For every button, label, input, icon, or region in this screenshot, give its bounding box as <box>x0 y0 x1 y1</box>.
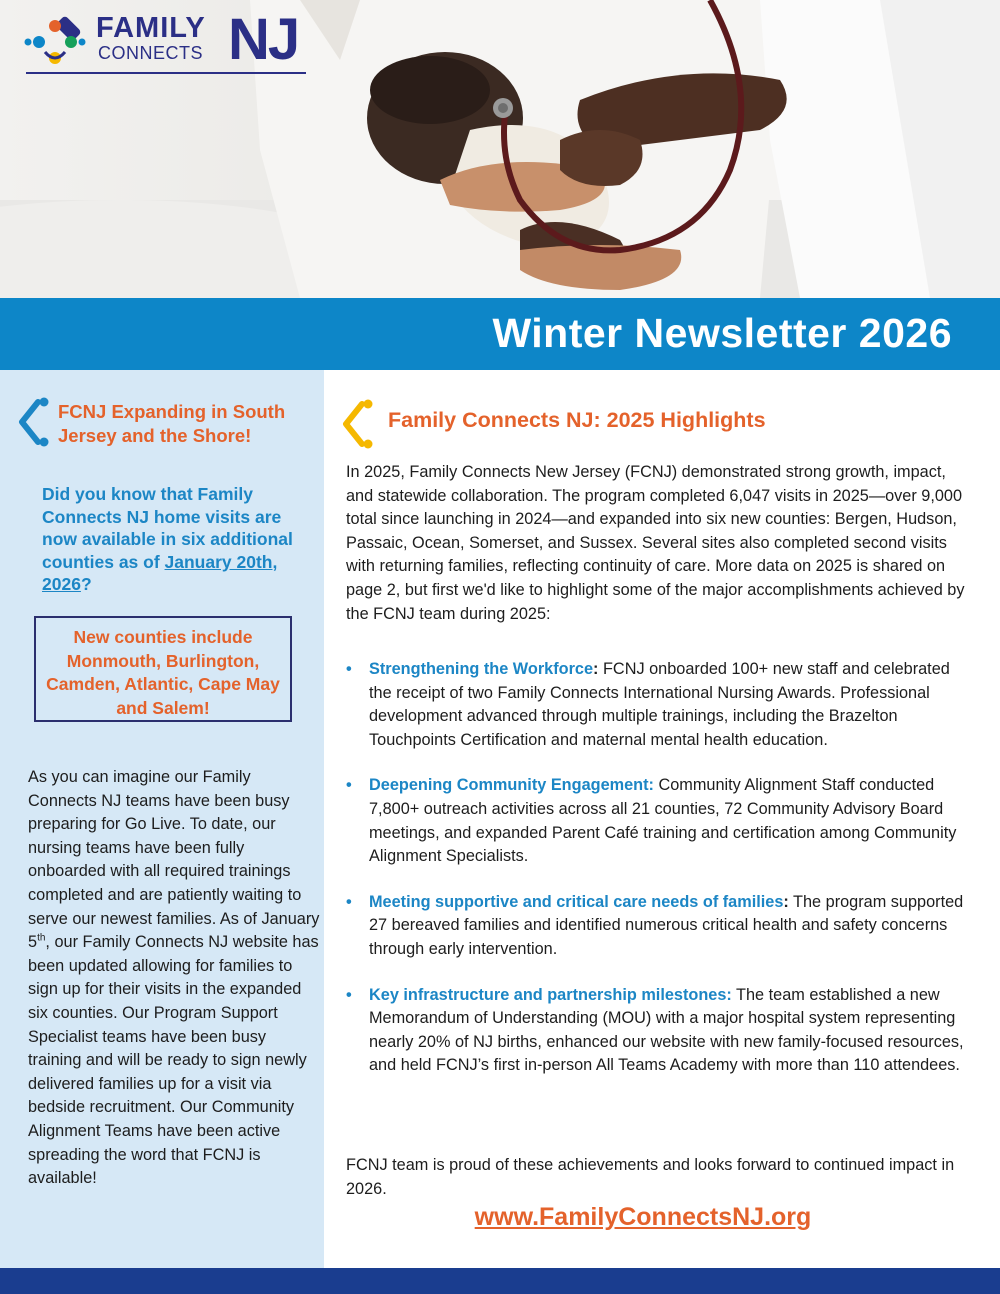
highlights-list <box>346 658 976 1100</box>
newsletter-title: Winter Newsletter 2026 <box>492 310 952 356</box>
bullet-text: Community Alignment Staff conducted 7,800+ outreach activities across all 21 counties, 72 Community Advisory Board meetings, and expanded Parent Café training and certification among Community Alignment Specialists. <box>369 776 957 866</box>
bullet-marker: • <box>346 776 352 795</box>
sidebar-question-end: ? <box>80 574 92 595</box>
newsletter-banner <box>0 298 1000 370</box>
closing-statement: FCNJ team is proud of these achievements and looks forward to continued impact in 2026. <box>346 1156 955 1198</box>
sidebar-body-text-2: , our Family Connects NJ website has been updated allowing for families to sign up for their visits in the expanded six counties. Our Program Support Specialist teams have been busy training and will be ready to sign newly delivered families up for a visit via bedside recruitment. Our Community Alignment Teams have been active spreading the word that FCNJ is available! <box>28 933 319 1188</box>
bullet-lead: Strengthening the Workforce <box>369 660 594 678</box>
hero-photo <box>0 0 1000 298</box>
chevron-left-icon <box>14 396 54 448</box>
logo-wordmark-family: FAMILY <box>96 12 206 44</box>
sidebar-question-text: Did you know that Family Connects NJ home visits are now available in six additional counties as of <box>42 484 293 572</box>
bullet-text: The team established a new Memorandum of Understanding (MOU) with a major hospital system representing nearly 20% of NJ births, enhanced our website with new family-focused resources, and held FCNJ’s first in-person All Teams Academy with more than 110 attendees. <box>369 985 964 1075</box>
go-live-date-link[interactable]: January 20th, 2026 <box>42 551 278 595</box>
list-item <box>346 658 976 752</box>
logo-wordmark-nj: NJ <box>228 7 299 72</box>
sidebar-body-text-1: As you can imagine our Family Connects NJ teams have been busy preparing for Go Live. To date, our nursing teams have been fully onboarded with all required trainings completed and are patiently waiting to serve our newest families. As of January 5 <box>28 768 320 952</box>
list-item <box>346 891 976 962</box>
highlights-heading: Family Connects NJ: 2025 Highlights <box>388 408 766 432</box>
family-connects-logo-mark-icon <box>20 14 90 70</box>
website-link[interactable]: www.FamilyConnectsNJ.org <box>474 1203 812 1231</box>
sidebar-panel <box>0 370 324 1268</box>
logo-wordmark-connects: CONNECTS <box>98 43 204 63</box>
family-connects-nj-logo <box>20 8 305 74</box>
bullet-marker: • <box>346 660 352 678</box>
bullet-text: The program supported 27 bereaved families and identified numerous critical health and safety concerns through early intervention. <box>369 892 964 958</box>
logo-underline <box>26 72 306 74</box>
new-counties-callout: New counties include Monmouth, Burlington, Camden, Atlantic, Cape May and Salem! <box>34 616 292 722</box>
bullet-lead: Deepening Community Engagement: <box>369 776 654 795</box>
chevron-left-icon <box>336 398 380 450</box>
bullet-text: FCNJ onboarded 100+ new staff and celebrated the receipt of two Family Connects International Nursing Awards. Professional development advanced through multiple trainings, including the Brazelton Touchpoints Certification and maternal mental health education. <box>369 660 950 749</box>
bullet-lead: Meeting supportive and critical care needs of families <box>369 892 784 911</box>
bullet-colon: : <box>593 660 599 678</box>
ordinal-superscript: th <box>37 932 46 944</box>
list-item <box>346 774 976 868</box>
bullet-marker: • <box>346 985 352 1004</box>
list-item <box>346 984 976 1078</box>
bullet-lead: Key infrastructure and partnership milestones: <box>369 985 732 1004</box>
bullet-colon: : <box>783 892 789 911</box>
sidebar-heading: FCNJ Expanding in South Jersey and the Shore! <box>58 401 286 446</box>
sidebar-question <box>42 483 318 596</box>
bullet-marker: • <box>346 892 352 911</box>
highlights-intro: In 2025, Family Connects New Jersey (FCNJ) demonstrated strong growth, impact, and statewide collaboration. The program completed 6,047 visits in 2025—over 9,000 total since launching in 2024—and expanded into six new counties: Bergen, Hudson, Passaic, Ocean, Somerset, and Sussex. Several sites also completed second visits with returning families, reflecting continuity of care. More data on 2025 is shared on page 2, but first we'd like to highlight some of the major accomplishments achieved by the FCNJ team during 2025: <box>346 463 965 623</box>
sidebar-body <box>28 766 320 1191</box>
footer-bar <box>0 1268 1000 1294</box>
